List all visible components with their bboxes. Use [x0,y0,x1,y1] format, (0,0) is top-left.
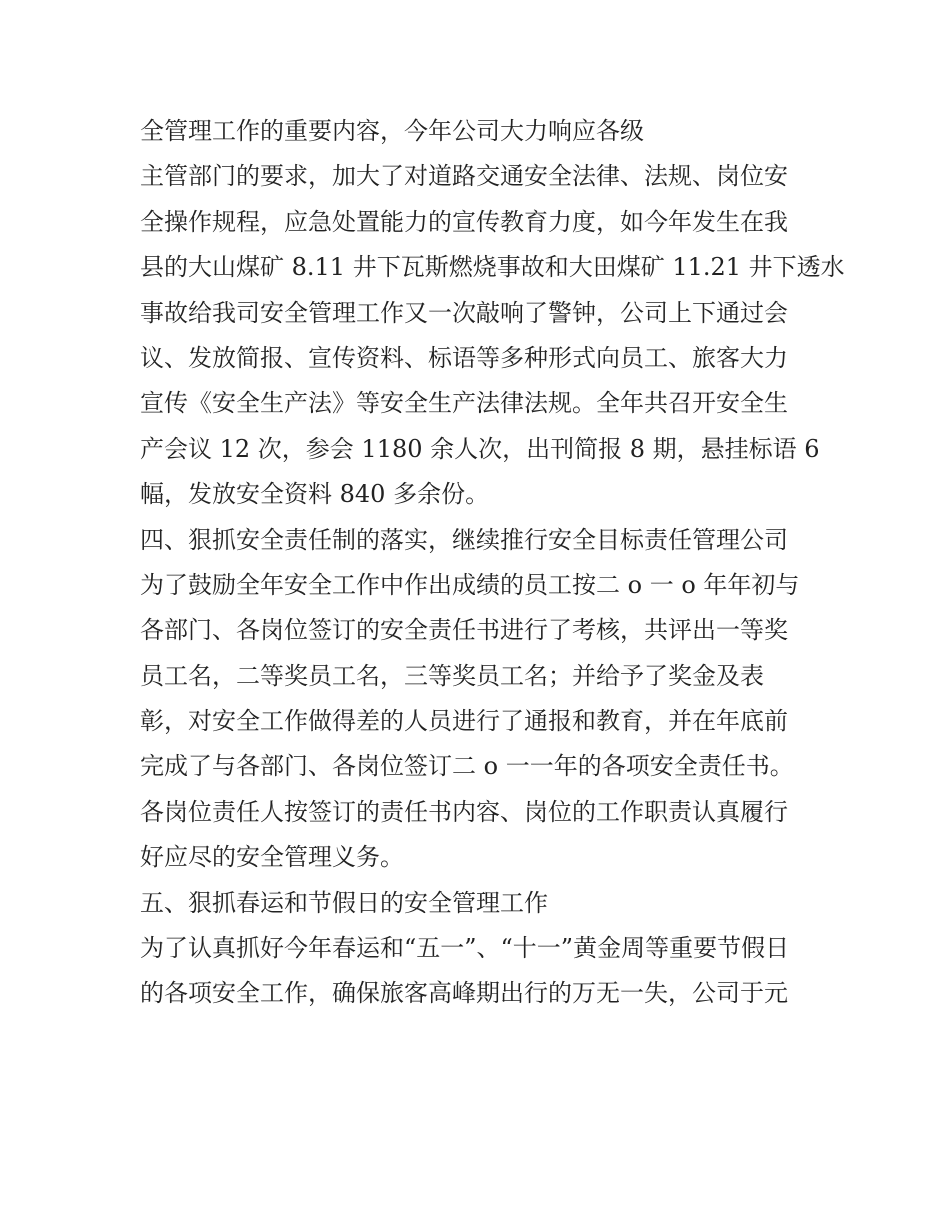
text-line: 彰，对安全工作做得差的人员进行了通报和教育，并在年底前 [140,707,788,736]
text-line: 幅，发放安全资料 840 多余份。 [140,480,490,509]
text-line: 为了鼓励全年安全工作中作出成绩的员工按二 o 一 o 年年初与 [140,570,800,599]
text-line: 议、发放简报、宣传资料、标语等多种形式向员工、旅客大力 [140,343,788,372]
text-line: 全操作规程，应急处置能力的宣传教育力度，如今年发生在我 [140,207,788,236]
body-text [140,109,845,1017]
text-line: 宣传《安全生产法》等安全生产法律法规。全年共召开安全生 [140,389,788,418]
section-heading-5: 五、狠抓春运和节假日的安全管理工作 [140,888,548,917]
text-line: 的各项安全工作，确保旅客高峰期出行的万无一失，公司于元 [140,979,788,1008]
text-line: 各部门、各岗位签订的安全责任书进行了考核，共评出一等奖 [140,616,788,645]
text-line: 全管理工作的重要内容，今年公司大力响应各级 [140,117,644,145]
text-line: 事故给我司安全管理工作又一次敲响了警钟，公司上下通过会 [140,298,788,327]
text-line: 县的大山煤矿 8.11 井下瓦斯燃烧事故和大田煤矿 11.21 井下透水 [140,253,845,282]
text-line: 完成了与各部门、各岗位签订二 o 一一年的各项安全责任书。 [140,752,794,781]
text-line: 各岗位责任人按签订的责任书内容、岗位的工作职责认真履行 [140,797,788,826]
text-line: 员工名，二等奖员工名，三等奖员工名；并给予了奖金及表 [140,661,764,690]
text-line: 产会议 12 次，参会 1180 余人次，出刊简报 8 期，悬挂标语 6 [140,434,820,463]
section-heading-4: 四、狠抓安全责任制的落实，继续推行安全目标责任管理公司 [140,525,788,554]
text-line: 为了认真抓好今年春运和“五一”、“十一”黄金周等重要节假日 [140,934,790,963]
text-line: 主管部门的要求，加大了对道路交通安全法律、法规、岗位安 [140,162,788,191]
text-line: 好应尽的安全管理义务。 [140,843,404,872]
